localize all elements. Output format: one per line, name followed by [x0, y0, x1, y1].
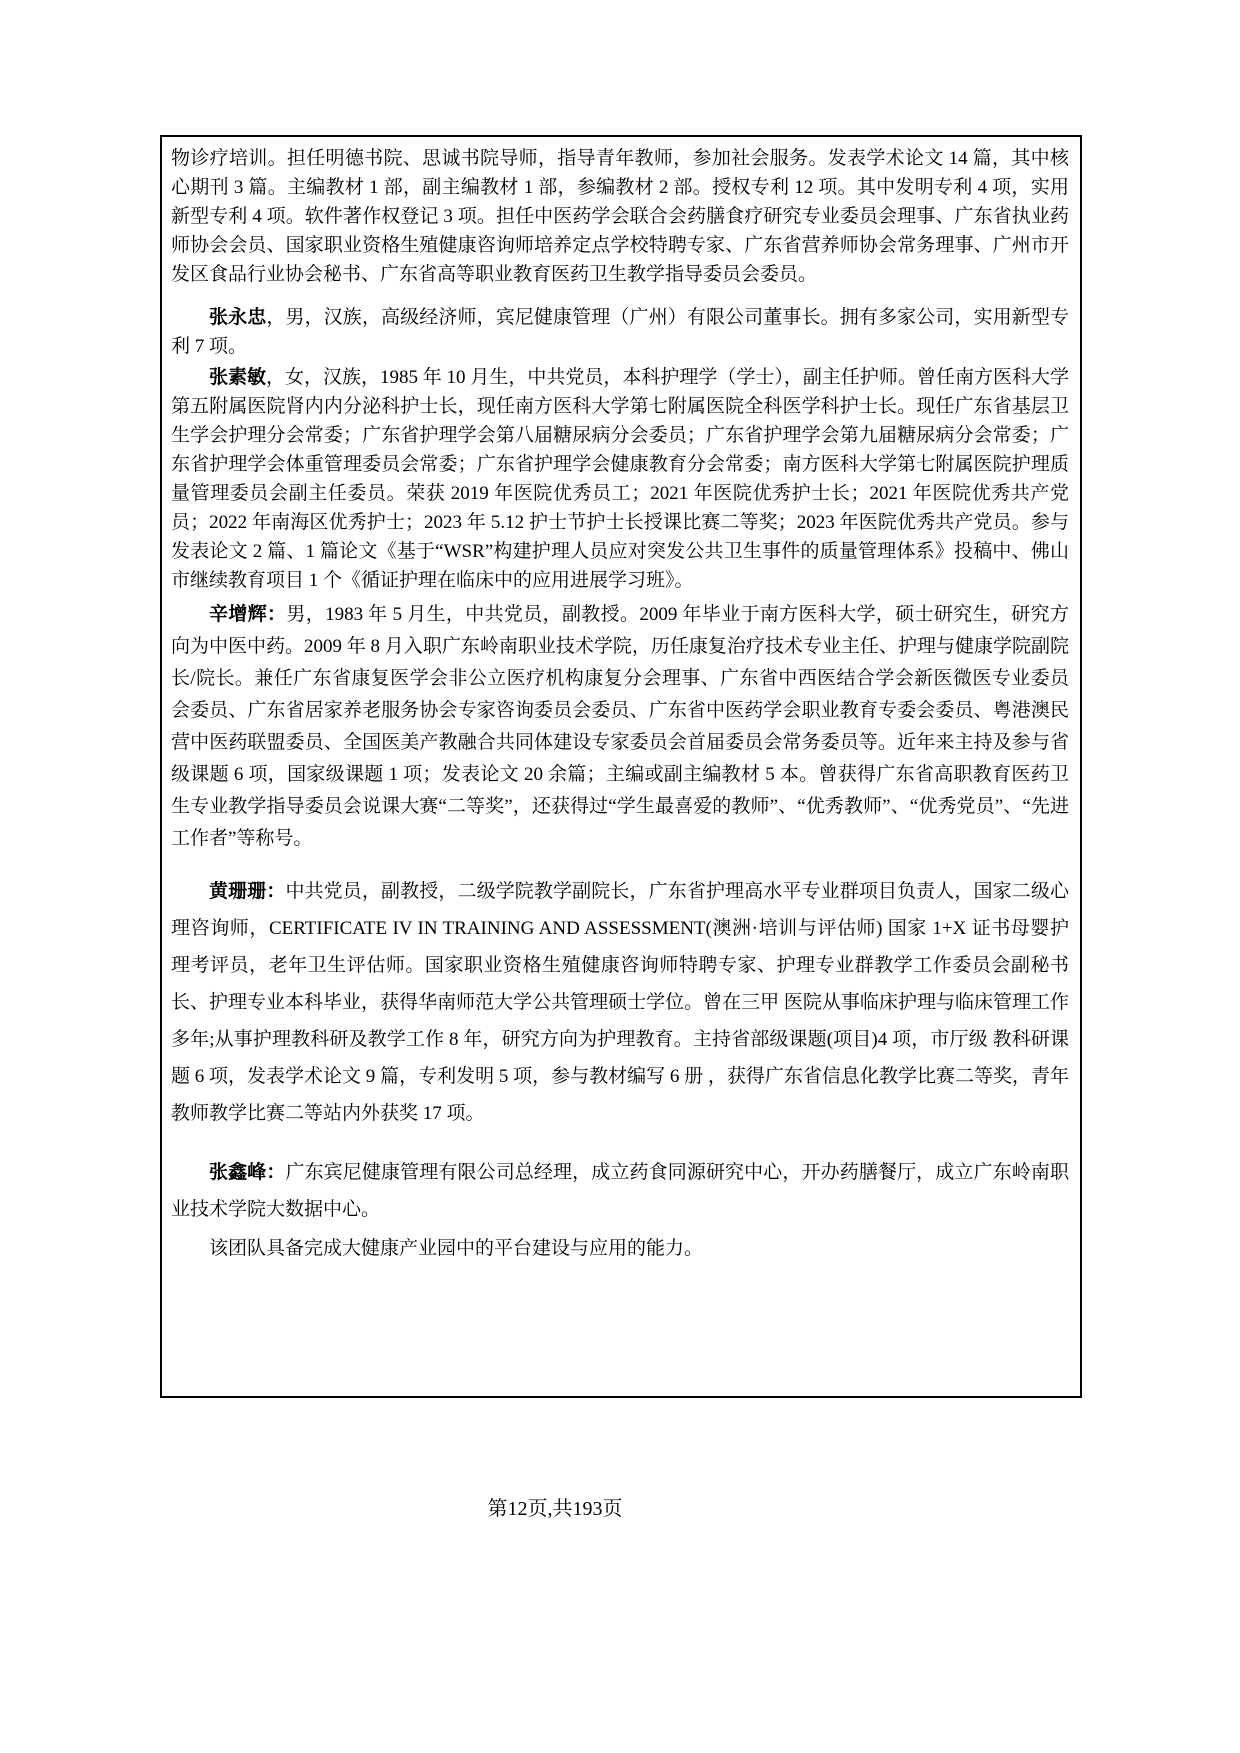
page-number: 第12页,共193页	[487, 1498, 623, 1520]
paragraph-text: 物诊疗培训。担任明德书院、思诚书院导师，指导青年教师，参加社会服务。发表学术论文 14 篇，其中核心期刊 3 篇。主编教材 1 部，副主编教材 1 部，参编教材 2 部。授权专利 12 项。其中发明专利 4 项，实用新型专利 4 项。软件著作权登记 3 项。担任中医药学会联合会药膳食疗研究专业委员会理事、广东省执业药师协会会员、国家职业资格生殖健康咨询师培养定点学校特聘专家、广东省营养师协会常务理事、广州市开发区食品行业协会秘书、广东省高等职业教育医药卫生教学指导委员会委员。	[171, 148, 1069, 285]
content-border-box	[160, 135, 1082, 1398]
person-name: 张素敏	[209, 367, 267, 388]
paragraph-text: 男，1983 年 5 月生，中共党员，副教授。2009 年毕业于南方医科大学，硕士研究生，研究方向为中医中药。2009 年 8 月入职广东岭南职业技术学院，历任康复治疗技术专业主任、护理与健康学院副院长/院长。兼任广东省康复医学会非公立医疗机构康复分会理事、广东省中西医结合学会新医微医专业委员会委员、广东省居家养老服务协会专家咨询委员会委员、广东省中医药学会职业教育专委会委员、粤港澳民营中医药联盟委员、全国医美产教融合共同体建设专家委员会首届委员会常务委员等。近年来主持及参与省级课题 6 项，国家级课题 1 项；发表论文 20 余篇；主编或副主编教材 5 本。曾获得广东省高职教育医药卫生专业教学指导委员会说课大赛“二等奖”，还获得过“学生最喜爱的教师”、“优秀教师”、“优秀党员”、“先进工作者”等称号。	[171, 604, 1069, 849]
paragraph-zhang-sumin	[171, 363, 1069, 595]
person-name: 黄珊珊：	[209, 881, 286, 902]
paragraph-text: 该团队具备完成大健康产业园中的平台建设与应用的能力。	[209, 1238, 704, 1259]
paragraph-zhang-xinfeng	[171, 1154, 1069, 1228]
paragraph-text: ，女，汉族，1985 年 10 月生，中共党员，本科护理学（学士），副主任护师。曾任南方医科大学第五附属医院肾内内分泌科护士长，现任南方医科大学第七附属医院全科医学科护士长。现任广东省基层卫生学会护理分会常委；广东省护理学会第八届糖尿病分会委员；广东省护理学会第九届糖尿病分会常委；广东省护理学会体重管理委员会常委；广东省护理学会健康教育分会常委；南方医科大学第七附属医院护理质量管理委员会副主任委员。荣获 2019 年医院优秀员工；2021 年医院优秀护士长；2021 年医院优秀共产党员；2022 年南海区优秀护士；2023 年 5.12 护士节护士长授课比赛二等奖；2023 年医院优秀共产党员。参与发表论文 2 篇、1 篇论文《基于“WSR”构建护理人员应对突发公共卫生事件的质量管理体系》投稿中、佛山市继续教育项目 1 个《循证护理在临床中的应用进展学习班》。	[171, 367, 1069, 591]
paragraph-text: 广东宾尼健康管理有限公司总经理，成立药食同源研究中心，开办药膳餐厅，成立广东岭南职业技术学院大数据中心。	[171, 1162, 1069, 1220]
paragraph-text: ，男，汉族，高级经济师，宾尼健康管理（广州）有限公司董事长。拥有多家公司，实用新型专利 7 项。	[171, 307, 1069, 357]
person-name: 张鑫峰：	[209, 1162, 286, 1183]
paragraph-text: 中共党员，副教授，二级学院教学副院长，广东省护理高水平专业群项目负责人，国家二级心理咨询师，CERTIFICATE IV IN TRAINING AND ASSESSMENT(澳洲·培训与评估师) 国家 1+X 证书母婴护理考评员，老年卫生评估师。国家职业资格生殖健康咨询师特聘专家、护理专业群教学工作委员会副秘书长、护理专业本科毕业，获得华南师范大学公共管理硕士学位。曾在三甲 医院从事临床护理与临床管理工作多年;从事护理教科研及教学工作 8 年，研究方向为护理教育。主持省部级课题(项目)4 项，市厅级 教科研课题 6 项，发表学术论文 9 篇，专利发明 5 项，参与教材编写 6 册 ，获得广东省信息化教学比赛二等奖，青年教师教学比赛二等站内外获奖 17 项。	[171, 881, 1069, 1124]
paragraph-continuation	[171, 144, 1069, 289]
paragraph-xin-zenghui	[171, 599, 1069, 855]
paragraph-team-summary	[171, 1232, 1069, 1265]
person-name: 张永忠	[209, 307, 267, 328]
paragraph-huang-shanshan	[171, 873, 1069, 1132]
paragraph-zhang-yongzhong	[171, 303, 1069, 361]
person-name: 辛增辉：	[209, 604, 287, 625]
